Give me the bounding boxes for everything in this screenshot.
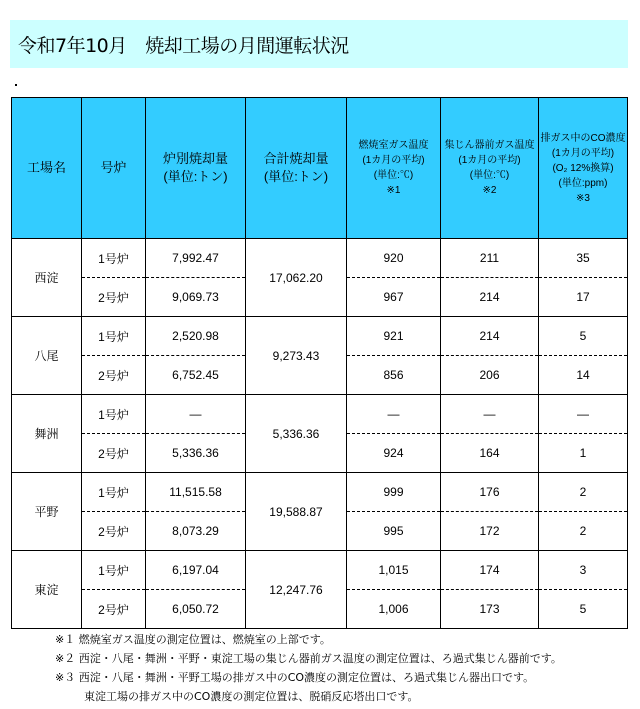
- dust-temp: 214: [441, 317, 539, 356]
- table-row: [12, 551, 628, 590]
- dust-temp: 172: [441, 512, 539, 551]
- plant-name: 平野: [12, 473, 82, 551]
- total-amount: 5,336.36: [246, 395, 347, 473]
- header-line: 燃焼室ガス温度: [358, 140, 429, 151]
- furnace-amount: 6,197.04: [146, 551, 246, 590]
- furnace-amount: 5,336.36: [146, 434, 246, 473]
- footnote: 東淀工場の排ガス中のCO濃度の測定位置は、脱硝反応塔出口です。: [84, 690, 419, 703]
- total-amount: 9,273.43: [246, 317, 347, 395]
- furnace-temp: 921: [347, 317, 441, 356]
- furnace-no: 1号炉: [82, 473, 146, 512]
- co-concentration: ―: [539, 395, 628, 434]
- header-per-furnace-amount: [146, 98, 246, 239]
- co-concentration: 5: [539, 317, 628, 356]
- furnace-no: 1号炉: [82, 239, 146, 278]
- header-co-concentration: [539, 98, 628, 239]
- title-bar: [10, 20, 628, 68]
- furnace-amount: 6,050.72: [146, 590, 246, 629]
- furnace-amount: 8,073.29: [146, 512, 246, 551]
- furnace-amount: 11,515.58: [146, 473, 246, 512]
- header-line: ※1: [386, 185, 401, 196]
- header-dust-collector-temp: [441, 98, 539, 239]
- header-line: (1カ月の平均): [551, 147, 615, 159]
- header-line: 排ガス中のCO濃度: [540, 132, 626, 144]
- furnace-no: 2号炉: [82, 356, 146, 395]
- footnote: ※１ 燃焼室ガス温度の測定位置は、燃焼室の上部です。: [55, 633, 331, 646]
- header-line: 合計焼却量: [263, 151, 329, 167]
- furnace-temp: 1,015: [347, 551, 441, 590]
- footnotes: [55, 630, 635, 706]
- co-concentration: 14: [539, 356, 628, 395]
- furnace-temp: 920: [347, 239, 441, 278]
- plant-name: 西淀: [12, 239, 82, 317]
- furnace-no: 1号炉: [82, 395, 146, 434]
- furnace-no: 1号炉: [82, 317, 146, 356]
- page-title: 令和7年10月 焼却工場の月間運転状況: [18, 35, 349, 57]
- co-concentration: 3: [539, 551, 628, 590]
- furnace-temp: 999: [347, 473, 441, 512]
- header-plant: 工場名: [12, 98, 82, 239]
- dust-temp: ―: [441, 395, 539, 434]
- dust-temp: 174: [441, 551, 539, 590]
- furnace-amount: 2,520.98: [146, 317, 246, 356]
- dust-temp: 214: [441, 278, 539, 317]
- dust-temp: 211: [441, 239, 539, 278]
- plant-name: 東淀: [12, 551, 82, 629]
- table-row: [12, 473, 628, 512]
- header-line: (単位:ppm): [558, 177, 608, 189]
- furnace-no: 2号炉: [82, 278, 146, 317]
- table-row: [12, 395, 628, 434]
- plant-name: 舞洲: [12, 395, 82, 473]
- header-row: [12, 98, 628, 239]
- furnace-temp: 856: [347, 356, 441, 395]
- header-furnace-temp: [347, 98, 441, 239]
- total-amount: 12,247.76: [246, 551, 347, 629]
- furnace-no: 1号炉: [82, 551, 146, 590]
- dust-temp: 173: [441, 590, 539, 629]
- plant-name: 八尾: [12, 317, 82, 395]
- footnote: ※２ 西淀・八尾・舞洲・平野・東淀工場の集じん器前ガス温度の測定位置は、ろ過式集じん器前です。: [55, 652, 562, 665]
- total-amount: 19,588.87: [246, 473, 347, 551]
- furnace-no: 2号炉: [82, 512, 146, 551]
- operation-table: [11, 97, 628, 629]
- header-line: ※2: [482, 185, 497, 196]
- header-line: (単位:トン): [263, 169, 329, 184]
- furnace-temp: 924: [347, 434, 441, 473]
- table-row: [12, 239, 628, 278]
- furnace-amount: ―: [146, 395, 246, 434]
- co-concentration: 2: [539, 473, 628, 512]
- furnace-no: 2号炉: [82, 434, 146, 473]
- furnace-temp: 995: [347, 512, 441, 551]
- total-amount: 17,062.20: [246, 239, 347, 317]
- table-row: [12, 317, 628, 356]
- co-concentration: 2: [539, 512, 628, 551]
- furnace-temp: 1,006: [347, 590, 441, 629]
- header-furnace: 号炉: [82, 98, 146, 239]
- header-line: (単位:℃): [373, 170, 414, 181]
- co-concentration: 17: [539, 278, 628, 317]
- dust-temp: 164: [441, 434, 539, 473]
- header-total-amount: [246, 98, 347, 239]
- header-line: (単位:トン): [163, 169, 228, 184]
- furnace-amount: 6,752.45: [146, 356, 246, 395]
- furnace-no: 2号炉: [82, 590, 146, 629]
- header-line: (1カ月の平均): [362, 155, 425, 166]
- dust-temp: 206: [441, 356, 539, 395]
- furnace-temp: ―: [347, 395, 441, 434]
- footnote: ※３ 西淀・八尾・舞洲・平野工場の排ガス中のCO濃度の測定位置は、ろ過式集じん器出口です。: [55, 671, 535, 684]
- furnace-temp: 967: [347, 278, 441, 317]
- co-concentration: 5: [539, 590, 628, 629]
- stray-dot: [15, 84, 17, 86]
- header-line: 炉別焼却量: [162, 151, 228, 167]
- header-line: 集じん器前ガス温度: [444, 140, 535, 151]
- header-line: (単位:℃): [469, 170, 510, 181]
- furnace-amount: 9,069.73: [146, 278, 246, 317]
- furnace-amount: 7,992.47: [146, 239, 246, 278]
- header-line: (1カ月の平均): [458, 155, 521, 166]
- co-concentration: 35: [539, 239, 628, 278]
- header-line: (O₂ 12%換算): [552, 162, 614, 174]
- header-line: ※3: [576, 192, 590, 204]
- co-concentration: 1: [539, 434, 628, 473]
- dust-temp: 176: [441, 473, 539, 512]
